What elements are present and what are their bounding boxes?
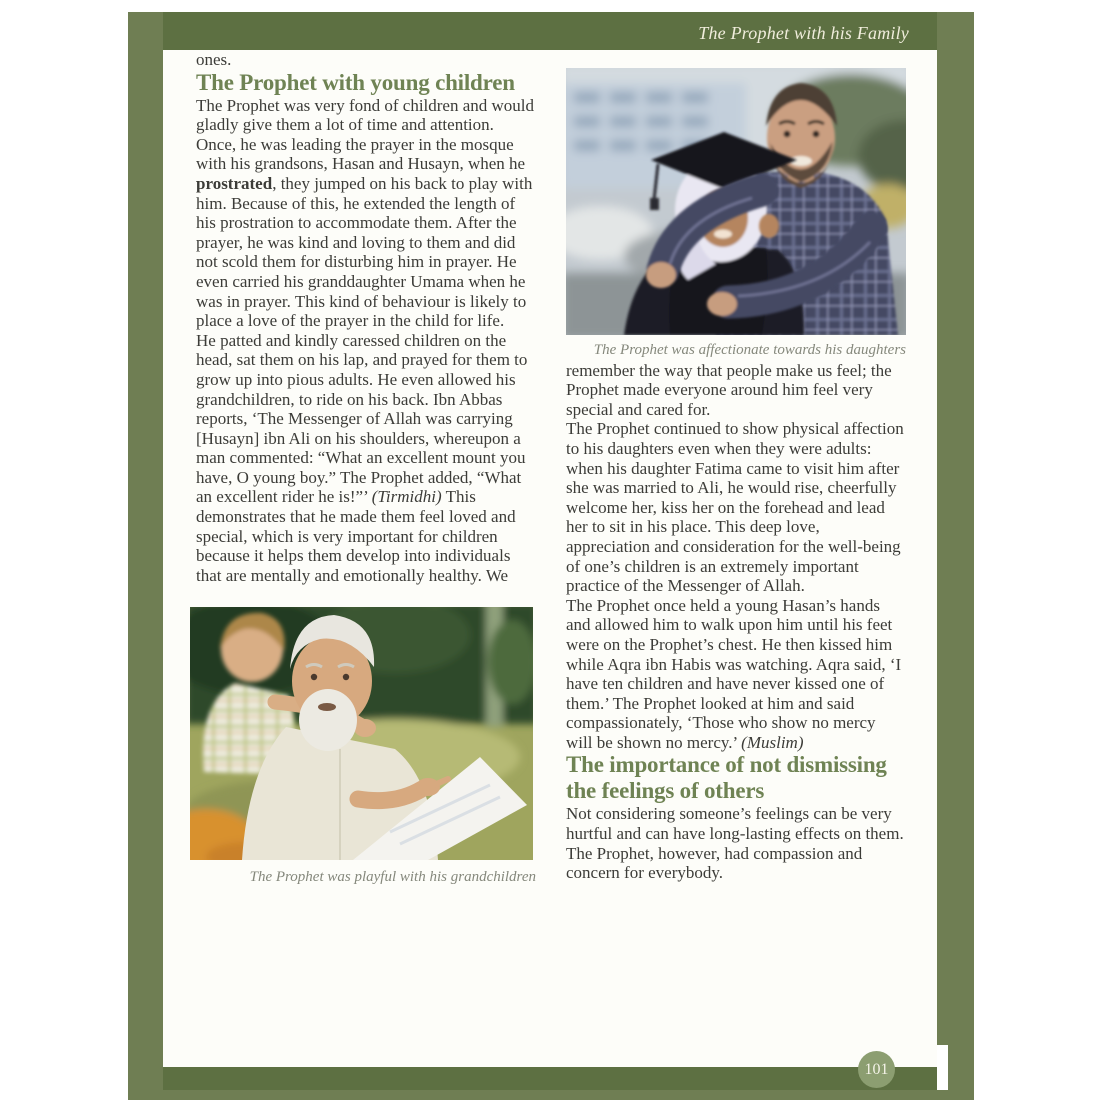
paragraph-2-source: (Tirmidhi) [371,487,442,507]
left-photo-caption: The Prophet was playful with his grandchildren [249,869,536,886]
chapter-header-band [163,12,937,50]
paragraph-6: Not considering someone’s feelings can be very hurtful and can have long-lasting effects on them. The Prophet, however, had compassion and concern for everybody. [566,804,904,883]
footer-band [163,1067,937,1090]
paragraph-2-text-cont: This demonstrates that he made them feel loved and special, which is very important for children because it helps them develop into individuals that are mentally and emotionally healthy. We [196,487,516,585]
paragraph-4: The Prophet continued to show physical affection to his daughters even when they were adults: when his daughter Fatima came to visit him after she was married to Ali, he would rise, cheerfully welcome her, kiss her on the forehead and lead her to sit in his place. This deep love, appreciation and consideration for the well-being of one’s children is an extremely important practice of the Messenger of Allah. [566,419,904,596]
page [163,12,937,1090]
section-heading-feelings: The importance of not dismissing the feelings of others [566,752,887,804]
photo-grandfather-grandchild [190,607,533,860]
paragraph-5-source: (Muslim) [741,732,804,752]
paragraph-5-text: The Prophet once held a young Hasan’s hands and allowed him to walk upon him until his feet were on the Prophet’s chest. He then kissed him while Aqra ibn Habis was watching. Aqra said, ‘I have ten children and have never kissed one of them.’ The Prophet looked at him and said compassionately, ‘Those who show no mercy will be shown no mercy.’ [566,595,902,752]
paragraph-1-text-cont: , they jumped on his back to play with him. Because of this, he extended the length of his prostration to accommodate them. After the prayer, he was kind and loving to them and did not scold them for disturbing him in prayer. He even carried his granddaughter Umama when he was in prayer. This kind of behaviour is likely to place a love of the prayer in the child for life. [196,173,533,331]
page-number-badge: 101 [858,1051,895,1088]
photo-father-daughter-graduation [566,68,906,335]
paragraph-1-text: The Prophet was very fond of children and would gladly give them a lot of time and attention. Once, he was leading the prayer in the mosque with his grandsons, Hasan and Husayn, when he [196,95,535,174]
right-column [566,68,906,883]
chapter-title: The Prophet with his Family [698,23,909,43]
paragraph-2-text: He patted and kindly caressed children on the head, sat them on his lap, and prayed for them to grow up into pious adults. He even allowed his grandchildren, to ride on his back. Ibn Abbas reports, ‘The Messenger of Allah was carrying [Husayn] ibn Ali on his shoulders, whereupon a man commented: “What an excellent mount you have, O young boy.” The Prophet added, “What an excellent rider he is!”’ [196,330,528,507]
right-photo-caption: The Prophet was affectionate towards his daughters [593,342,906,358]
section-heading-young-children: The Prophet with young children [196,69,515,95]
carryover-text: ones. [196,50,232,69]
paragraph-1 [196,96,536,331]
paragraph-2 [196,331,536,586]
paragraph-1-bold: prostrated [196,173,273,193]
left-column [196,50,536,888]
paragraph-5 [566,596,906,753]
paragraph-3: remember the way that people make us feel; the Prophet made everyone around him feel very special and cared for. [566,360,892,419]
page-edge [937,1045,948,1090]
